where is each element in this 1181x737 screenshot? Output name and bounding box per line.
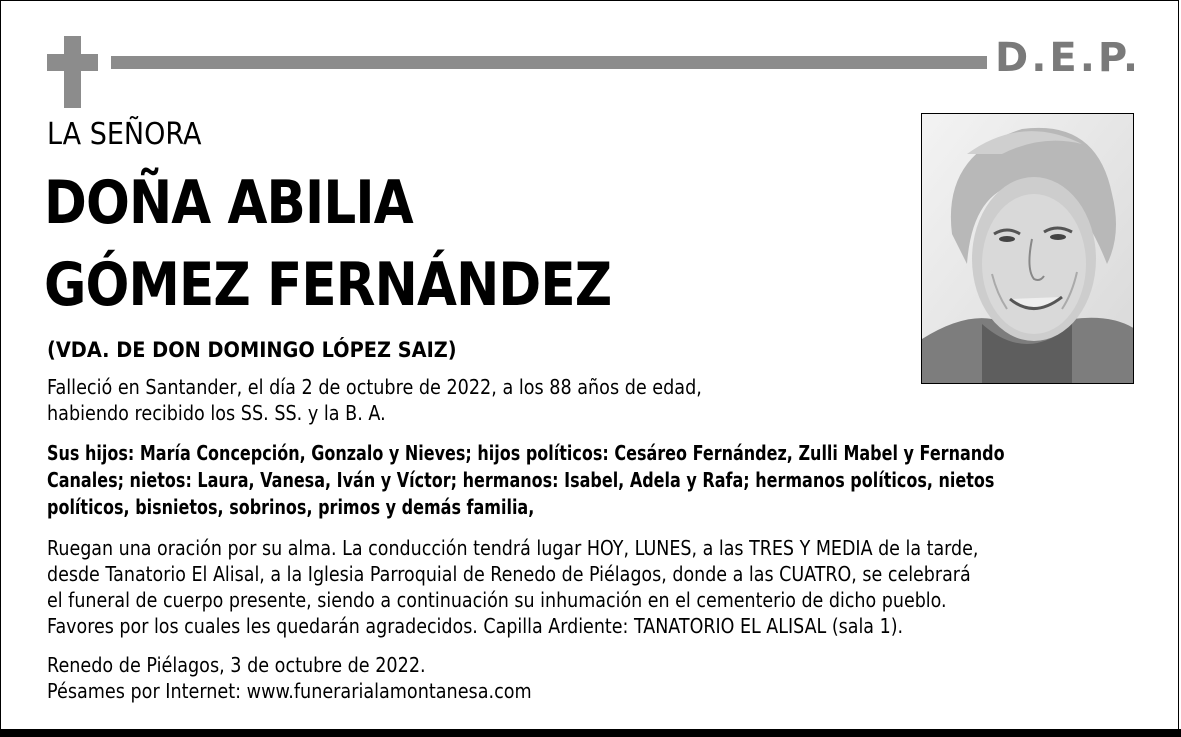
death-notice-line: habiendo recibido los SS. SS. y la B. A. <box>47 401 386 425</box>
ceremony-details <box>47 535 978 639</box>
family-line: Canales; nietos: Laura, Vanesa, Iván y Víctor; hermanos: Isabel, Adela y Rafa; hermanos políticos, nietos <box>47 468 995 492</box>
family-list <box>47 440 1005 521</box>
ceremony-line: Favores por los cuales les quedarán agradecidos. Capilla Ardiente: TANATORIO EL ALISAL (sala 1). <box>47 614 904 638</box>
portrait-photo <box>921 113 1134 384</box>
condolences-website: Pésames por Internet: www.funerarialamontanesa.com <box>47 679 532 703</box>
ceremony-line: Ruegan una oración por su alma. La conducción tendrá lugar HOY, LUNES, a las TRES Y MEDIA de la tarde, <box>47 536 979 560</box>
death-notice-line: Falleció en Santander, el día 2 de octubre de 2022, a los 88 años de edad, <box>47 375 702 399</box>
cross-icon-horizontal <box>47 54 98 71</box>
header-rule <box>111 56 987 69</box>
family-line: políticos, bisnietos, sobrinos, primos y demás familia, <box>47 495 535 519</box>
deceased-name-line-1: DOÑA ABILIA <box>44 168 413 238</box>
death-notice <box>47 374 702 426</box>
footer <box>47 652 532 704</box>
honorific: LA SEÑORA <box>47 117 202 152</box>
place-date: Renedo de Piélagos, 3 de octubre de 2022. <box>47 653 426 677</box>
deceased-name-line-2: GÓMEZ FERNÁNDEZ <box>44 250 612 320</box>
bottom-border <box>0 729 1181 737</box>
ceremony-line: el funeral de cuerpo presente, siendo a continuación su inhumación en el cementerio de dicho pueblo. <box>47 588 947 612</box>
dep-label: D.E.P. <box>995 35 1142 81</box>
ceremony-line: desde Tanatorio El Alisal, a la Iglesia Parroquial de Renedo de Piélagos, donde a las CUATRO, se celebrará <box>47 562 971 586</box>
cross-icon-vertical <box>64 36 81 108</box>
family-line: Sus hijos: María Concepción, Gonzalo y Nieves; hijos políticos: Cesáreo Fernández, Zulli Mabel y Fernando <box>47 441 1005 465</box>
widow-note: (VDA. DE DON DOMINGO LÓPEZ SAIZ) <box>47 338 457 362</box>
